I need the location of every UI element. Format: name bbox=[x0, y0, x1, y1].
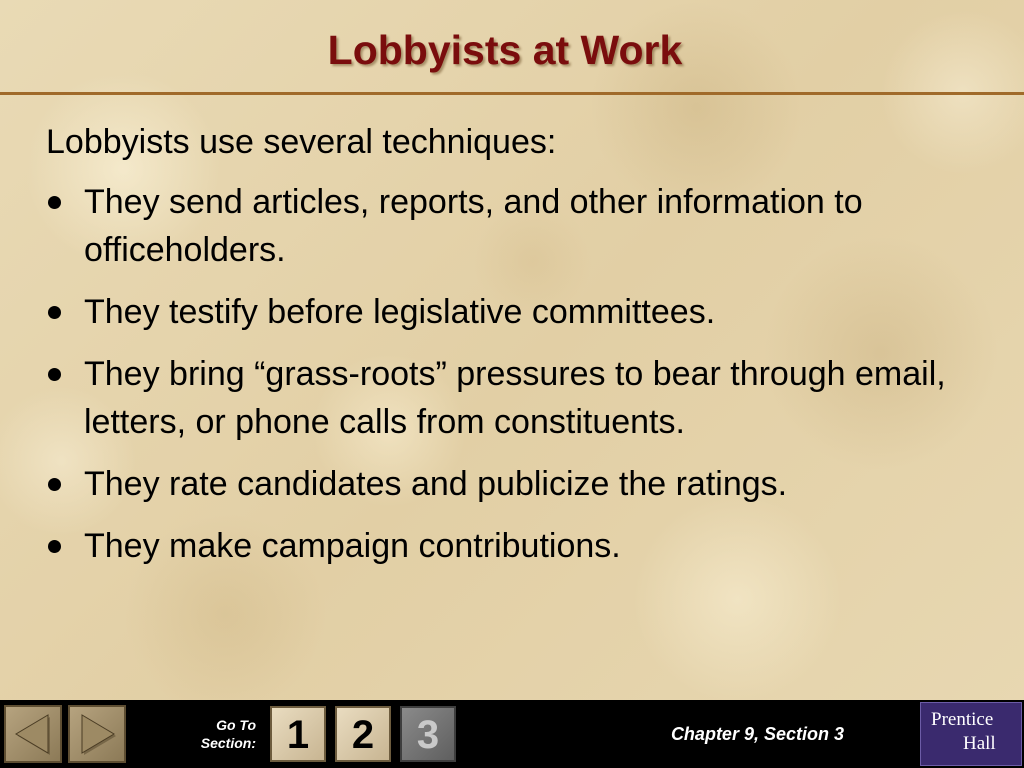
section-1-button[interactable]: 1 bbox=[270, 706, 326, 762]
title-divider bbox=[0, 92, 1024, 95]
bullet-list bbox=[46, 178, 1006, 570]
slide-title: Lobbyists at Work bbox=[327, 27, 683, 73]
back-button[interactable] bbox=[4, 705, 62, 763]
bullet-item bbox=[46, 178, 1006, 274]
go-to-label-line: Go To bbox=[216, 717, 256, 733]
logo-text-line2: Hall bbox=[963, 733, 996, 754]
bullet-dot-icon bbox=[48, 368, 61, 381]
navigation-bar bbox=[0, 700, 1024, 768]
bullet-dot-icon bbox=[48, 306, 61, 319]
bullet-text: They send articles, reports, and other information to officeholders. bbox=[84, 183, 863, 269]
bullet-dot-icon bbox=[48, 196, 61, 209]
bullet-item bbox=[46, 460, 1006, 508]
bullet-text: They make campaign contributions. bbox=[84, 527, 621, 565]
bullet-dot-icon bbox=[48, 478, 61, 491]
left-arrow-icon bbox=[6, 707, 60, 761]
bullet-item bbox=[46, 350, 1006, 446]
bullet-text: They testify before legislative committees. bbox=[84, 293, 716, 331]
bullet-item bbox=[46, 522, 1006, 570]
slide-body bbox=[46, 120, 1006, 584]
logo-text-line1: Prentice bbox=[931, 709, 994, 730]
forward-button[interactable] bbox=[68, 705, 126, 763]
bullet-text: They bring “grass-roots” pressures to bear through email, letters, or phone calls from constituents. bbox=[84, 355, 946, 441]
bullet-dot-icon bbox=[48, 540, 61, 553]
right-arrow-icon bbox=[70, 707, 124, 761]
intro-text: Lobbyists use several techniques: bbox=[46, 123, 557, 161]
chapter-section-label: Chapter 9, Section 3 bbox=[670, 724, 844, 744]
go-to-section-label bbox=[170, 716, 256, 752]
bullet-text: They rate candidates and publicize the ratings. bbox=[84, 465, 788, 503]
section-3-button[interactable]: 3 bbox=[400, 706, 456, 762]
section-label-line: Section: bbox=[200, 735, 256, 751]
section-2-button[interactable]: 2 bbox=[335, 706, 391, 762]
bullet-item bbox=[46, 288, 1006, 336]
publisher-logo bbox=[920, 702, 1022, 766]
